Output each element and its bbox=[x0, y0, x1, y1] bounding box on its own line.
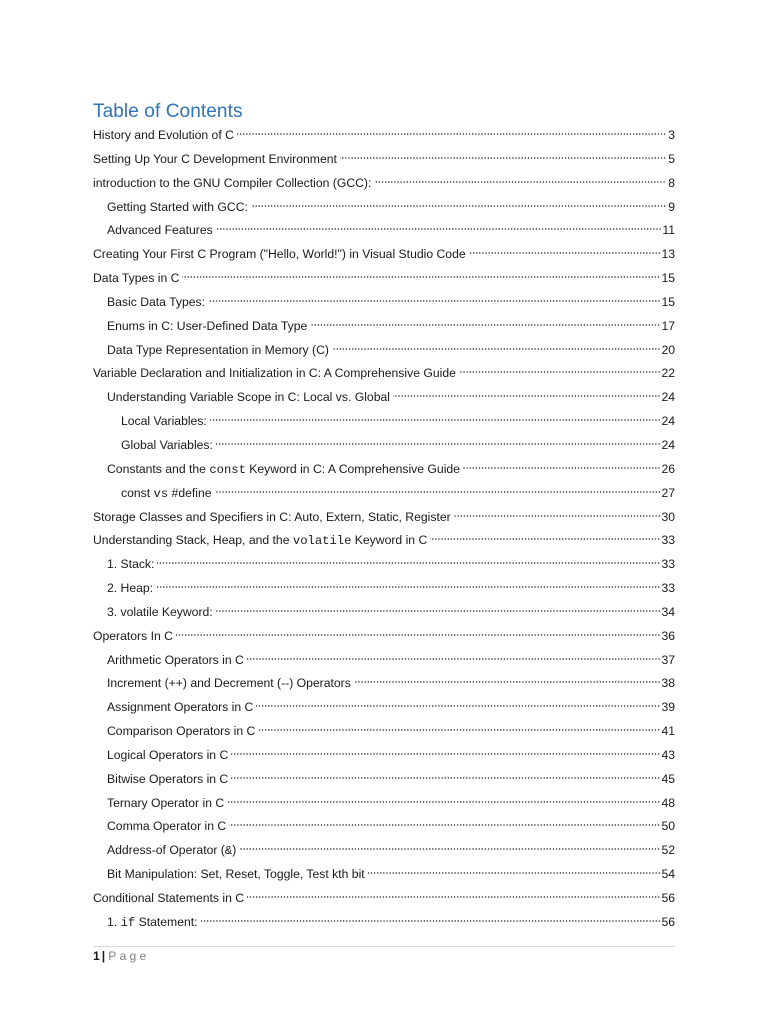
toc-entry-text: const bbox=[121, 485, 154, 500]
toc-entry-code: if bbox=[120, 915, 136, 930]
toc-entry-text: Ternary Operator in C bbox=[107, 795, 225, 810]
toc-dot-leader bbox=[201, 919, 661, 923]
toc-entry-text: Basic Data Types: bbox=[107, 294, 205, 309]
toc-entry[interactable] bbox=[93, 601, 675, 625]
toc-dot-leader bbox=[332, 347, 660, 351]
toc-page-number: 24 bbox=[661, 414, 675, 429]
toc-entry[interactable] bbox=[93, 172, 675, 196]
toc-entry[interactable] bbox=[93, 887, 675, 911]
toc-page-number: 3 bbox=[668, 128, 675, 142]
toc-entry-title bbox=[107, 839, 236, 864]
toc-page-number: 30 bbox=[661, 509, 675, 524]
toc-entry-title bbox=[93, 148, 337, 172]
toc-page-number: 8 bbox=[668, 175, 675, 190]
toc-page-number: 50 bbox=[661, 819, 675, 834]
toc-entry[interactable] bbox=[93, 529, 675, 553]
toc-entry-text: Creating Your First C Program ("Hello, World!") in Visual Studio Code bbox=[93, 247, 466, 262]
toc-page-number: 17 bbox=[661, 318, 675, 333]
toc-entry-text: Global Variables: bbox=[121, 437, 213, 452]
toc-dot-leader bbox=[216, 442, 661, 446]
toc-entry[interactable] bbox=[93, 434, 675, 458]
toc-entry-title bbox=[107, 792, 224, 816]
toc-dot-leader bbox=[237, 132, 666, 136]
toc-entry-title bbox=[107, 553, 154, 577]
toc-entry-title bbox=[93, 267, 179, 291]
page-footer bbox=[93, 948, 149, 964]
toc-dot-leader bbox=[258, 728, 660, 732]
toc-page-number: 5 bbox=[668, 151, 675, 166]
toc-entry-title bbox=[93, 362, 456, 386]
toc-dot-leader bbox=[157, 561, 660, 565]
toc-page-number: 43 bbox=[661, 747, 675, 762]
toc-dot-leader bbox=[215, 490, 661, 494]
toc-entry[interactable] bbox=[93, 911, 675, 935]
toc-entry-title bbox=[107, 768, 228, 792]
toc-entry-text: ) bbox=[232, 843, 237, 858]
toc-entry-title bbox=[107, 696, 253, 720]
toc-entry-title bbox=[107, 196, 248, 220]
toc-entry[interactable] bbox=[93, 482, 675, 506]
toc-entry[interactable] bbox=[93, 696, 675, 720]
toc-page-number: 27 bbox=[661, 485, 675, 500]
toc-entry-text: Conditional Statements in C bbox=[93, 891, 245, 905]
toc-dot-leader bbox=[393, 394, 660, 398]
toc-dot-leader bbox=[239, 847, 660, 851]
toc-entry-title bbox=[121, 482, 212, 507]
toc-entry-title bbox=[93, 124, 234, 148]
toc-entry-text: #define bbox=[168, 485, 212, 500]
toc-dot-leader bbox=[459, 370, 661, 374]
toc-entry-title bbox=[107, 219, 213, 243]
toc-entry[interactable] bbox=[93, 863, 675, 887]
toc-entry-title bbox=[107, 458, 460, 483]
toc-page-number: 56 bbox=[661, 891, 675, 905]
toc-dot-leader bbox=[208, 299, 660, 303]
toc-dot-leader bbox=[463, 466, 660, 470]
toc-entry-title bbox=[93, 172, 371, 196]
toc-entry[interactable] bbox=[93, 839, 675, 863]
toc-entry-title bbox=[93, 887, 244, 911]
toc-dot-leader bbox=[340, 156, 666, 160]
toc-page-number: 39 bbox=[661, 700, 675, 715]
toc-title: Table of Contents bbox=[93, 101, 243, 122]
toc-entry-text: 3. volatile Keyword: bbox=[107, 604, 213, 619]
toc-entry-text: Assignment Operators in C bbox=[107, 700, 254, 715]
toc-entry[interactable] bbox=[93, 815, 675, 839]
toc-entry-text: Variable Declaration and Initialization in C: A Comprehensive Guide bbox=[93, 366, 456, 381]
toc-entry-text: Statement: bbox=[135, 914, 198, 929]
toc-entry[interactable] bbox=[93, 148, 675, 172]
toc-entry-text: Bit Manipulation: Set, Reset, Toggle, Test kth bit bbox=[107, 867, 365, 882]
toc-dot-leader bbox=[216, 609, 661, 613]
toc-page-number: 54 bbox=[661, 867, 675, 882]
toc-entry-title bbox=[107, 911, 198, 936]
toc-entry-title bbox=[107, 744, 228, 768]
toc-entry[interactable] bbox=[93, 792, 675, 816]
toc-entry-title bbox=[107, 577, 153, 601]
toc-entry[interactable] bbox=[93, 768, 675, 792]
toc-entry-title bbox=[107, 863, 365, 887]
toc-entry-text: Constants and the bbox=[107, 461, 210, 476]
toc-page-number: 11 bbox=[662, 223, 675, 238]
toc-entry[interactable] bbox=[93, 339, 675, 363]
toc-entry-text: Comparison Operators in C bbox=[107, 724, 256, 739]
toc-entry-text: introduction to the GNU Compiler Collection (GCC): bbox=[93, 175, 372, 190]
toc-entry-title bbox=[107, 720, 255, 744]
toc-entry[interactable] bbox=[93, 720, 675, 744]
toc-entry[interactable] bbox=[93, 267, 675, 291]
toc-entry-text: Keyword in C: A Comprehensive Guide bbox=[245, 461, 460, 476]
toc-entry-title bbox=[107, 672, 351, 696]
toc-dot-leader bbox=[227, 800, 660, 804]
toc-entry[interactable] bbox=[93, 243, 675, 267]
toc-page-number: 38 bbox=[661, 676, 675, 691]
toc-entry-title bbox=[107, 291, 205, 315]
toc-page-number: 33 bbox=[661, 581, 675, 596]
toc-entry-text: Understanding Stack, Heap, and the bbox=[93, 533, 293, 548]
toc-dot-leader bbox=[156, 585, 660, 589]
toc-entry[interactable] bbox=[93, 649, 675, 673]
toc-entry-title bbox=[107, 386, 390, 410]
toc-entry-title bbox=[93, 506, 451, 530]
toc-dot-leader bbox=[231, 752, 660, 756]
toc-entry[interactable] bbox=[93, 219, 675, 243]
toc-entry-text: Data Type Representation in Memory (C) bbox=[107, 342, 329, 357]
toc-entry[interactable] bbox=[93, 362, 675, 386]
toc-page-number: 15 bbox=[661, 271, 675, 286]
toc-entry[interactable] bbox=[93, 458, 675, 482]
toc-entry-title bbox=[93, 529, 427, 554]
footer-divider bbox=[93, 946, 675, 947]
toc-entry-text: History and Evolution of C bbox=[93, 128, 234, 142]
toc-entry[interactable] bbox=[93, 196, 675, 220]
toc-entry[interactable] bbox=[93, 291, 675, 315]
toc-dot-leader bbox=[251, 204, 666, 208]
toc-dot-leader bbox=[368, 871, 661, 875]
toc-entry-text: Understanding Variable Scope in C: Local vs. Global bbox=[107, 390, 390, 405]
toc-dot-leader bbox=[310, 323, 660, 327]
toc-entry[interactable] bbox=[93, 625, 675, 649]
toc-entry-text: Increment (++) and Decrement (--) Operators bbox=[107, 676, 351, 691]
toc-entry[interactable] bbox=[93, 577, 675, 601]
toc-page-number: 37 bbox=[661, 652, 675, 667]
toc-entry-text: 2. Heap: bbox=[107, 581, 154, 596]
toc-page-number: 9 bbox=[668, 199, 675, 214]
toc-entry[interactable] bbox=[93, 315, 675, 339]
toc-entry-text: Address-of Operator ( bbox=[107, 843, 225, 858]
toc-page-number: 48 bbox=[661, 795, 675, 810]
toc-dot-leader bbox=[216, 227, 662, 231]
toc-dot-leader bbox=[229, 823, 660, 827]
toc-entry[interactable] bbox=[93, 672, 675, 696]
toc-entry-code: & bbox=[224, 844, 233, 859]
toc-page-number: 33 bbox=[661, 533, 675, 548]
toc-page-number: 33 bbox=[661, 557, 675, 572]
toc-entry-title bbox=[93, 243, 466, 267]
toc-entry[interactable] bbox=[93, 506, 675, 530]
toc-entry[interactable] bbox=[93, 410, 675, 434]
toc-entry-text: Logical Operators in C bbox=[107, 747, 229, 762]
toc-entry-text: Operators In C bbox=[93, 628, 173, 643]
toc-dot-leader bbox=[210, 418, 661, 422]
toc-entry-text: Getting Started with GCC: bbox=[107, 199, 248, 214]
toc-dot-leader bbox=[247, 895, 660, 899]
toc-dot-leader bbox=[176, 633, 661, 637]
toc-entry-code: const bbox=[209, 462, 246, 477]
toc-entry-text: 1. bbox=[107, 914, 121, 929]
toc-entry-title bbox=[107, 815, 226, 839]
page-label: Page bbox=[108, 949, 150, 963]
toc-entry-code: vs bbox=[153, 486, 169, 501]
toc-dot-leader bbox=[430, 537, 660, 541]
toc-dot-leader bbox=[182, 275, 660, 279]
toc-page-number: 41 bbox=[661, 724, 675, 739]
page-number: 1 bbox=[93, 949, 100, 963]
toc-entry-title bbox=[121, 434, 213, 458]
toc-entry-text: Storage Classes and Specifiers in C: Auto, Extern, Static, Register bbox=[93, 509, 451, 524]
toc-dot-leader bbox=[247, 657, 661, 661]
toc-dot-leader bbox=[374, 180, 666, 184]
toc-entry[interactable] bbox=[93, 386, 675, 410]
toc-page-number: 52 bbox=[661, 843, 675, 858]
footer-separator: | bbox=[101, 949, 106, 963]
toc-page-number: 56 bbox=[661, 914, 675, 929]
toc-entry[interactable] bbox=[93, 124, 675, 148]
toc-entry-text: Setting Up Your C Development Environment bbox=[93, 151, 337, 166]
toc-entry-title bbox=[121, 410, 207, 434]
toc-entry-code: volatile bbox=[292, 534, 352, 549]
toc-entry-text: Bitwise Operators in C bbox=[107, 771, 229, 786]
toc-page-number: 26 bbox=[661, 461, 675, 476]
toc-dot-leader bbox=[454, 514, 661, 518]
toc-entry[interactable] bbox=[93, 744, 675, 768]
toc-entry-title bbox=[107, 339, 329, 363]
toc-entry-text: Local Variables: bbox=[121, 414, 207, 429]
toc-entry-text: Keyword in C bbox=[351, 533, 428, 548]
toc-entry-text: Arithmetic Operators in C bbox=[107, 652, 244, 667]
toc-page-number: 45 bbox=[661, 771, 675, 786]
toc-entry-text: Enums in C: User-Defined Data Type bbox=[107, 318, 308, 333]
toc-dot-leader bbox=[354, 680, 661, 684]
toc-page-number: 22 bbox=[661, 366, 675, 381]
toc-entry-title bbox=[107, 649, 244, 673]
toc-dot-leader bbox=[469, 251, 661, 255]
toc-dot-leader bbox=[256, 704, 660, 708]
toc-entry-title bbox=[107, 315, 307, 339]
toc-entry-text: Comma Operator in C bbox=[107, 819, 227, 834]
toc-entry-text: 1. Stack: bbox=[107, 557, 155, 572]
toc-page-number: 36 bbox=[661, 628, 675, 643]
toc-dot-leader bbox=[231, 776, 660, 780]
toc-entry-title bbox=[93, 625, 173, 649]
toc-entry[interactable] bbox=[93, 553, 675, 577]
toc-page-number: 15 bbox=[661, 294, 675, 309]
toc-entry-text: Data Types in C bbox=[93, 271, 180, 286]
toc-page-number: 34 bbox=[661, 604, 675, 619]
toc-list bbox=[93, 124, 675, 935]
toc-page-number: 24 bbox=[661, 390, 675, 405]
toc-page-number: 24 bbox=[661, 437, 675, 452]
toc-page-number: 13 bbox=[661, 247, 675, 262]
toc-page-number: 20 bbox=[661, 342, 675, 357]
toc-entry-text: Advanced Features bbox=[107, 223, 213, 238]
toc-entry-title bbox=[107, 601, 213, 625]
